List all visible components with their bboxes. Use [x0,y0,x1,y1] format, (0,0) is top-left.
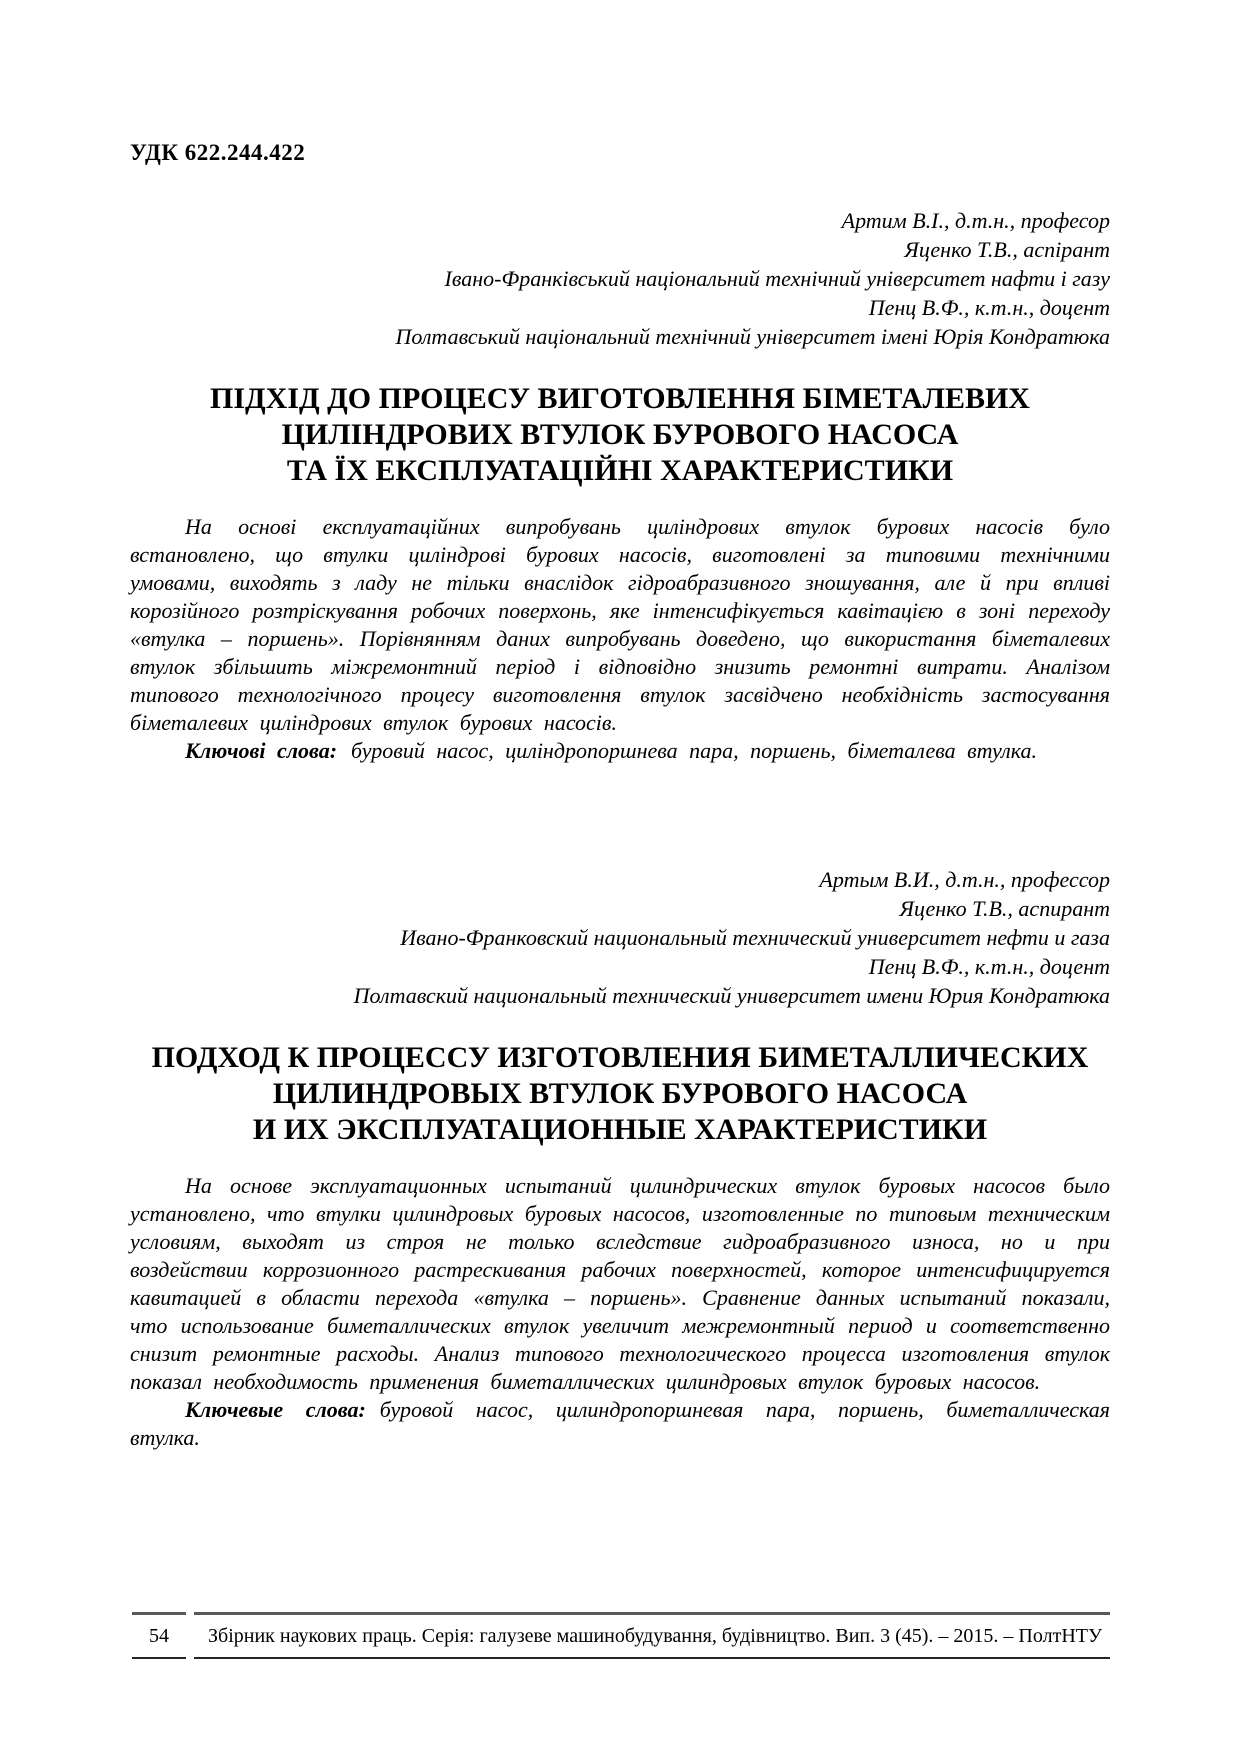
page-footer [132,1612,1110,1659]
title-line: ЦИЛИНДРОВЫХ ВТУЛОК БУРОВОГО НАСОСА [272,1077,968,1110]
affiliation-line: Ивано-Франковский национальный технический университет нефти и газа [400,925,1110,950]
authors-block-russian [130,865,1110,1010]
author-line: Артим В.І., д.т.н., професор [841,208,1110,233]
title-line: И ИХ ЭКСПЛУАТАЦИОННЫЕ ХАРАКТЕРИСТИКИ [252,1113,988,1146]
title-line: ЦИЛІНДРОВИХ ВТУЛОК БУРОВОГО НАСОСА [281,418,959,451]
udc-code: УДК 622.244.422 [130,140,306,165]
footer-journal-line: Збірник наукових праць. Серія: галузеве машинобудування, будівництво. Вип. 3 (45). – 2015. – ПолтНТУ [194,1612,1110,1659]
authors-block-ukrainian [130,206,1110,351]
abstract-ukrainian: На основі експлуатаційних випробувань циліндрових втулок бурових насосів було встановлено, що втулки циліндрові бурових насосів, виготовлені за типовими технічними умовами, виходять з ладу не тільки внаслідок гідроабразивного зношування, але й при впливі корозійного розтріскування робочих поверхонь, яке інтенсифікується кавітацією в зоні переходу «втулка – поршень». Порівнянням даних випробувань доведено, що використання біметалевих втулок збільшить міжремонтний період і відповідно знизить ремонтні витрати. Аналізом типового технологічного процесу виготовлення втулок засвідчено необхідність застосування біметалевих циліндрових втулок бурових насосів. [130,514,1110,735]
title-line: ПОДХОД К ПРОЦЕССУ ИЗГОТОВЛЕНИЯ БИМЕТАЛЛИЧЕСКИХ [151,1041,1089,1074]
keywords-text: буровий насос, циліндропоршнева пара, поршень, біметалева втулка. [351,738,1038,763]
keywords-label: Ключові слова: [185,738,338,763]
author-line: Яценко Т.В., аспірант [904,237,1110,262]
footer-page-number: 54 [132,1612,186,1659]
article-title-russian [130,1040,1110,1148]
affiliation-line: Полтавський національний технічний університет імені Юрія Кондратюка [395,324,1110,349]
keywords-russian [130,1396,1110,1452]
title-line: ПІДХІД ДО ПРОЦЕСУ ВИГОТОВЛЕННЯ БІМЕТАЛЕВИХ [210,382,1030,415]
page-content [0,140,1240,1452]
author-line: Артым В.И., д.т.н., профессор [819,867,1110,892]
keywords-label: Ключевые слова: [185,1397,366,1422]
article-title-ukrainian [130,381,1110,489]
author-line: Пенц В.Ф., к.т.н., доцент [868,954,1110,979]
keywords-text: буровой насос, цилиндропоршневая пара, поршень, биметаллическая втулка. [130,1397,1110,1450]
author-line: Яценко Т.В., аспирант [899,896,1110,921]
affiliation-line: Полтавский национальный технический университет имени Юрия Кондратюка [353,983,1110,1008]
affiliation-line: Івано-Франківський національний технічний університет нафти і газу [444,266,1110,291]
abstract-russian: На основе эксплуатационных испытаний цилиндрических втулок буровых насосов было установлено, что втулки цилиндровых буровых насосов, изготовленные по типовым техническим условиям, выходят из строя не только вследствие гидроабразивного износа, но и при воздействии коррозионного растрескивания рабочих поверхностей, которое интенсифицируется кавитацией в области перехода «втулка – поршень». Сравнение данных испытаний показали, что использование биметаллических втулок увеличит межремонтный период и соответственно снизит ремонтные расходы. Анализ типового технологического процесса изготовления втулок показал необходимость применения биметаллических цилиндровых втулок буровых насосов. [130,1173,1110,1394]
keywords-ukrainian [130,737,1110,765]
title-line: ТА ЇХ ЕКСПЛУАТАЦІЙНІ ХАРАКТЕРИСТИКИ [286,454,954,487]
author-line: Пенц В.Ф., к.т.н., доцент [868,295,1110,320]
